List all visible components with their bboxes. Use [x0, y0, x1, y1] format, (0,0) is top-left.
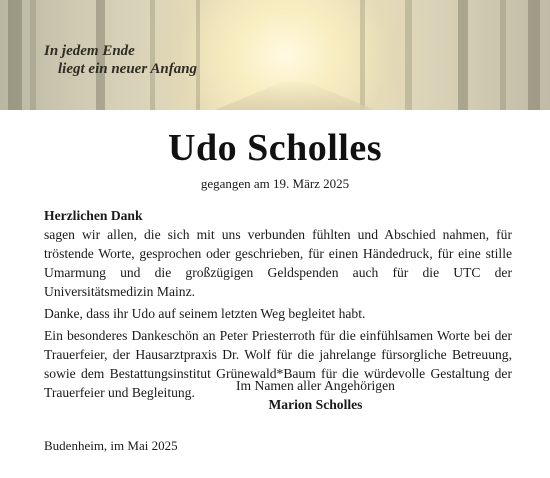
motto: [44, 42, 197, 78]
date-of-death: gegangen am 19. März 2025: [200, 176, 350, 191]
signature-block: [236, 376, 395, 414]
paragraph-1: sagen wir allen, die sich mit uns verbunden fühlten und Abschied nahmen, für tröstende Worte, gesprochen oder geschrieben, für einen Händedruck, für eine stille Umarmung und die großzügigen Geldspenden auch für die UTC der Universitätsmedizin Mainz.: [44, 227, 512, 299]
place-and-date: Budenheim, im Mai 2025: [44, 438, 178, 453]
motto-line-1: In jedem Ende: [44, 43, 135, 59]
signer-name: Marion Scholles: [268, 397, 363, 412]
forest-path: [215, 82, 375, 110]
thank-you-text: [44, 206, 512, 402]
deceased-name: Udo Scholles: [168, 127, 382, 169]
thank-you-heading: Herzlichen Dank: [44, 208, 143, 223]
signature-intro: Im Namen aller Angehörigen: [236, 378, 395, 393]
header-forest-image: [0, 0, 550, 110]
paragraph-3: Ein besonderes Dankeschön an Peter Priesterroth für die einfühlsamen Worte bei der Trauerfeier, der Hausarztpraxis Dr. Wolf für die jahrelange fürsorgliche Betreuung, sowie dem Bestattungsinstitut Grünewald*Baum für die würdevolle Gestaltung der Trauerfeier und Begleitung.: [44, 328, 512, 400]
paragraph-2: Danke, dass ihr Udo auf seinem letzten Weg begleitet habt.: [44, 306, 366, 321]
motto-line-2: liegt ein neuer Anfang: [58, 61, 198, 77]
